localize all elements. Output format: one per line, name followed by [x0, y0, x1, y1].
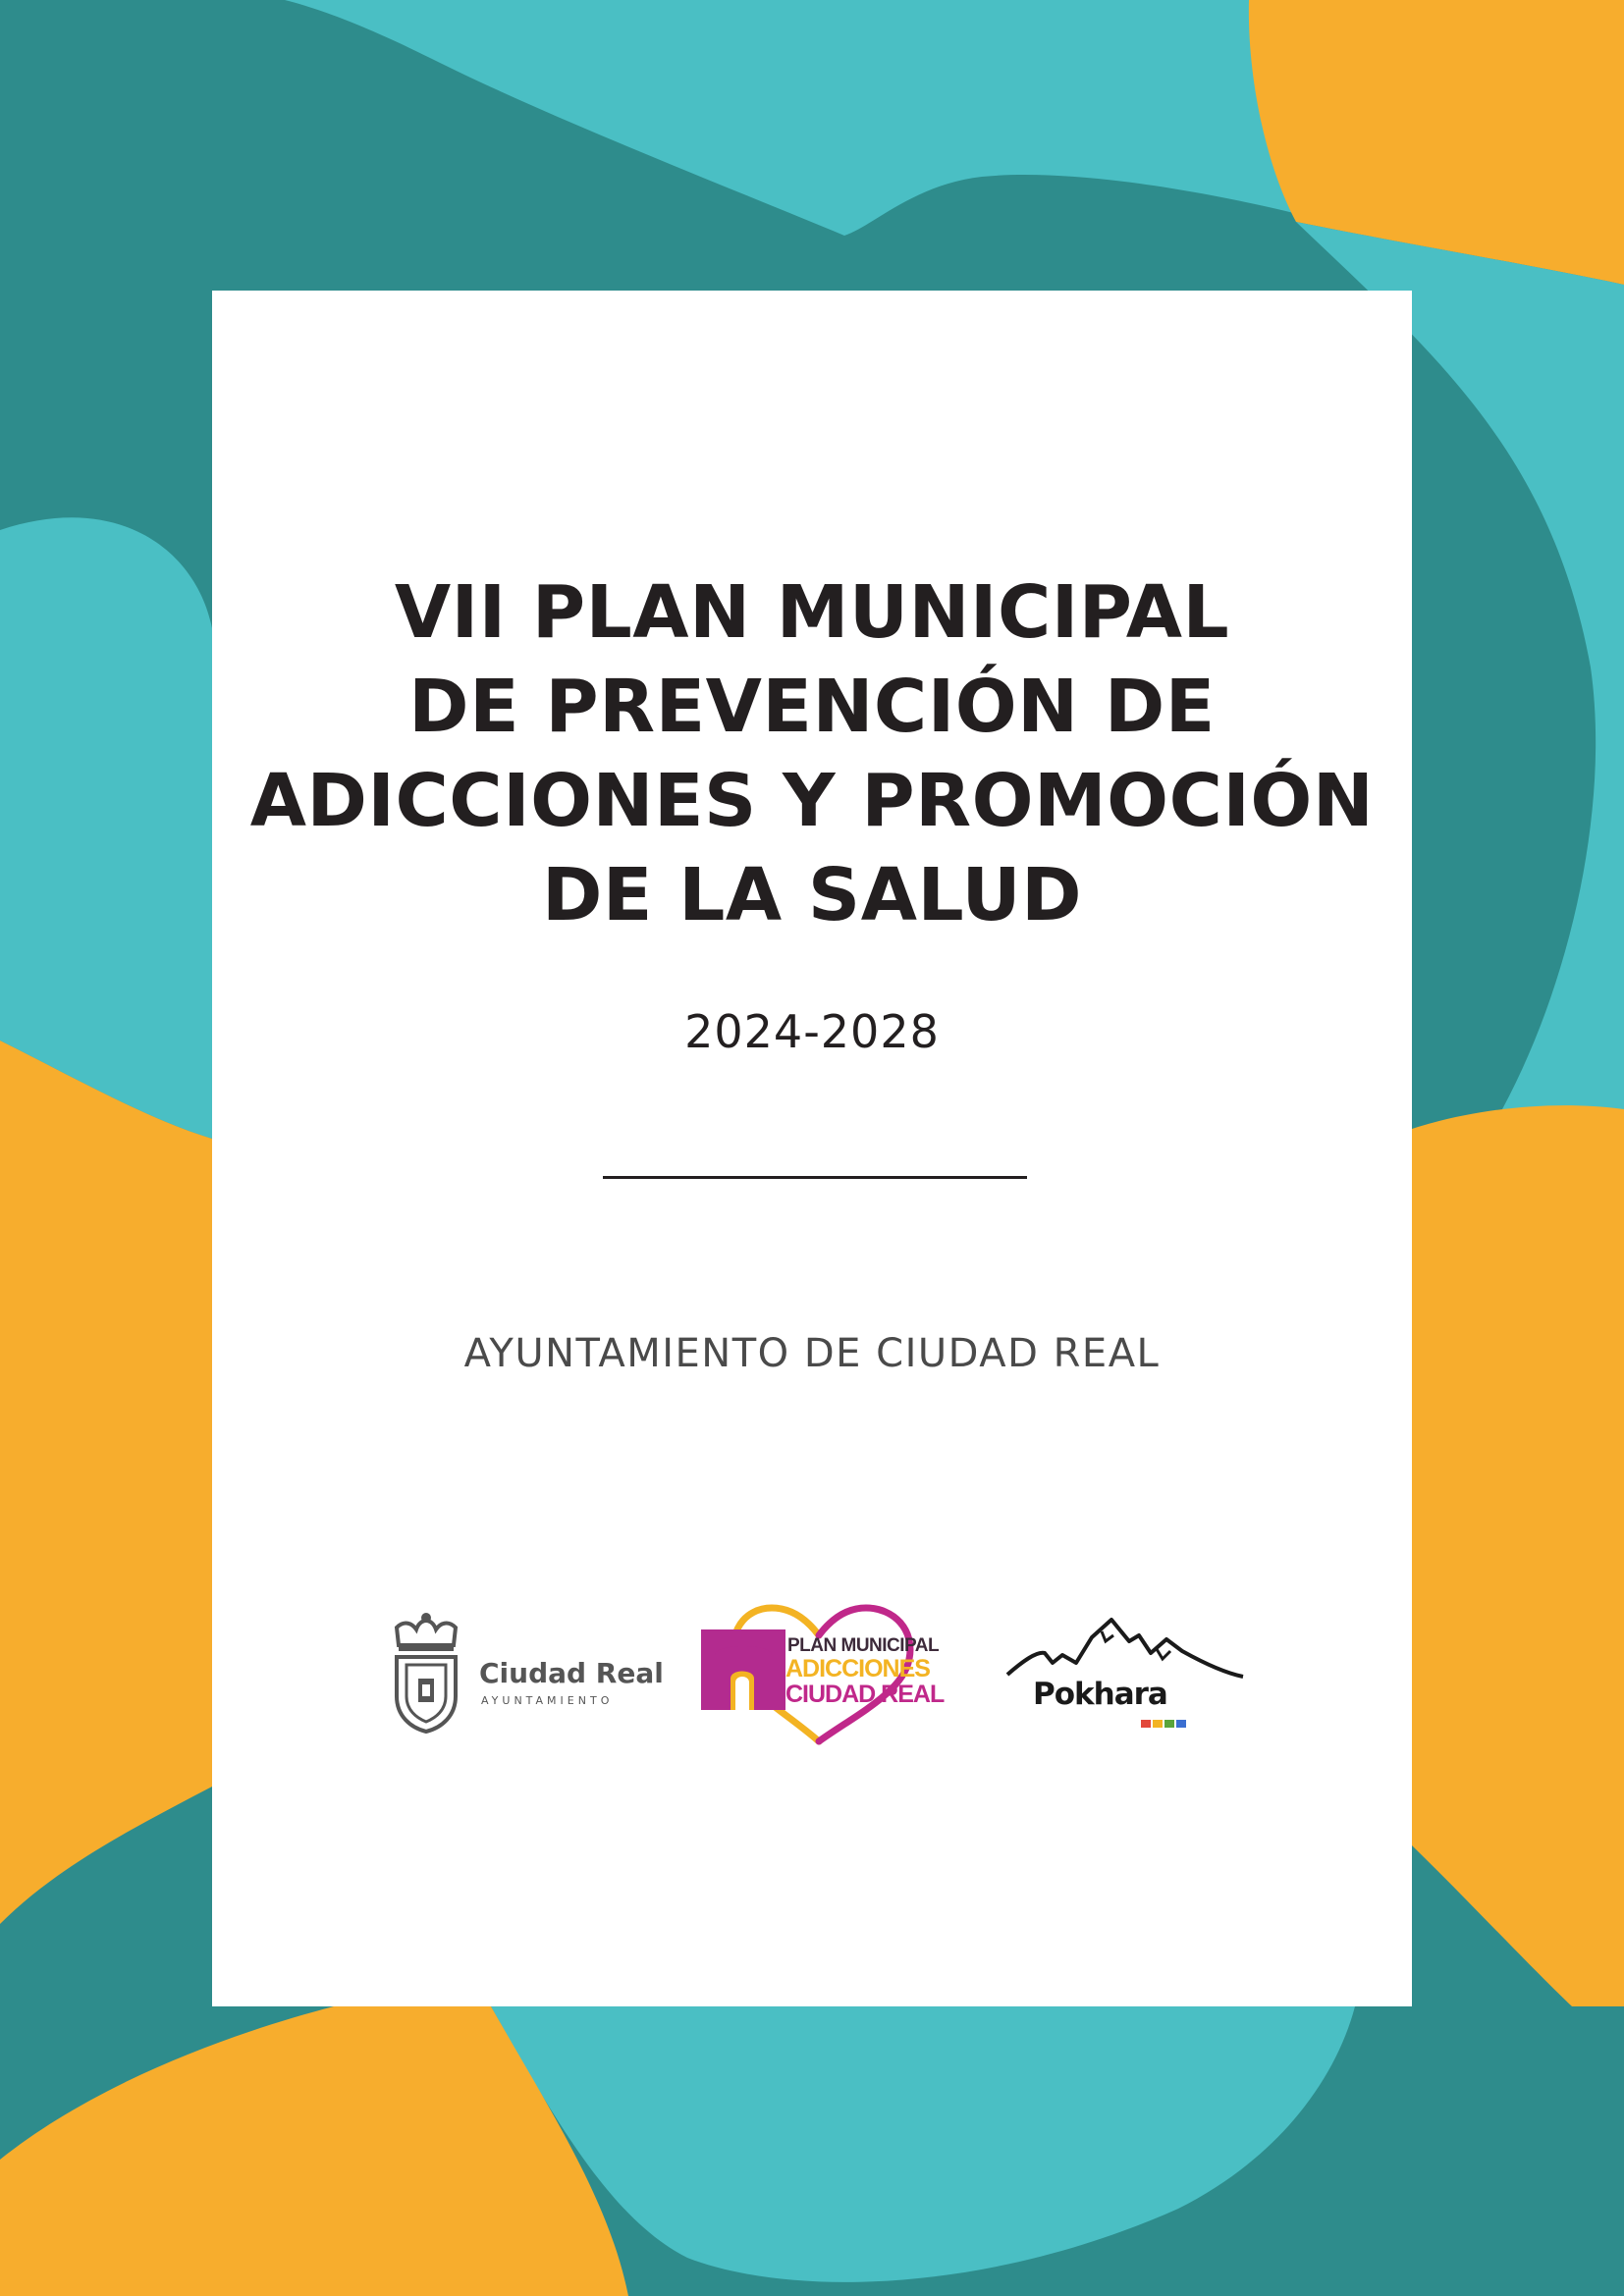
- plan-logo-line3: CIUDAD REAL: [785, 1681, 945, 1708]
- ciudad-real-logo: [387, 1606, 664, 1734]
- title-line: DE PREVENCIÓN DE: [408, 665, 1216, 749]
- mountains-icon: [1003, 1612, 1249, 1739]
- pokhara-logo: [1003, 1612, 1249, 1739]
- title-line: VII PLAN MUNICIPAL: [394, 570, 1230, 655]
- plan-logo-line1: PLAN MUNICIPAL: [787, 1635, 940, 1656]
- pokhara-name: Pokhara: [1033, 1677, 1167, 1712]
- cover-card: [212, 291, 1412, 2006]
- plan-years: 2024-2028: [684, 1005, 940, 1058]
- document-title: [212, 565, 1412, 942]
- plan-municipal-logo: [697, 1594, 952, 1751]
- title-line: DE LA SALUD: [541, 853, 1083, 937]
- coat-of-arms-icon: [387, 1606, 465, 1734]
- title-line: ADICCIONES Y PROMOCIÓN: [249, 759, 1375, 843]
- divider-line: [603, 1176, 1027, 1179]
- organization-name: AYUNTAMIENTO DE CIUDAD REAL: [463, 1331, 1161, 1376]
- plan-logo-line2: ADICCIONES: [785, 1655, 930, 1682]
- ciudad-real-name: Ciudad Real: [479, 1657, 664, 1689]
- ciudad-real-subtitle: AYUNTAMIENTO: [481, 1694, 614, 1707]
